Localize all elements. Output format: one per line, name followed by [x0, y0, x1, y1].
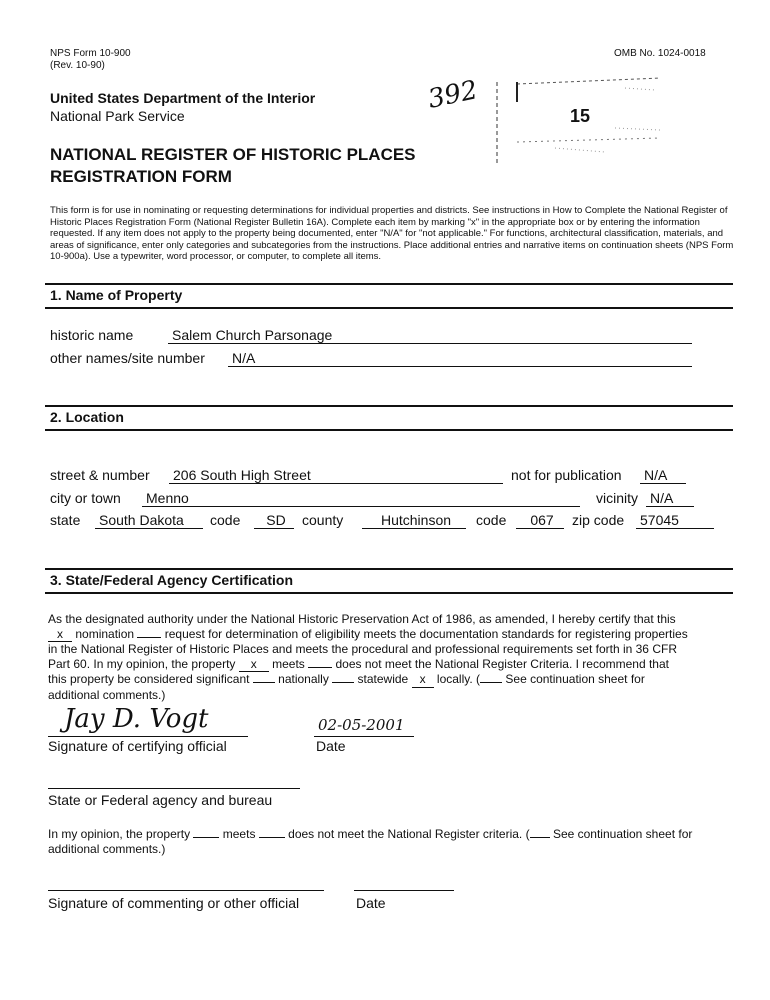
- not-for-publication-label: not for publication: [511, 467, 622, 483]
- vicinity-field[interactable]: N/A: [646, 490, 694, 507]
- zip-field[interactable]: 57045: [636, 512, 714, 529]
- state-code-field[interactable]: SD: [254, 512, 294, 529]
- commenting-label: Signature of commenting or other official: [48, 895, 300, 911]
- continuation-label: See continuation sheet for: [505, 672, 645, 686]
- bureau-label: State or Federal agency and bureau: [48, 792, 273, 808]
- county-label: county: [302, 512, 344, 528]
- opinion-meets-mark[interactable]: [193, 837, 219, 838]
- locally-mark[interactable]: x: [412, 672, 434, 688]
- form-title-line1: NATIONAL REGISTER OF HISTORIC PLACES: [50, 145, 416, 164]
- date-label: Date: [316, 738, 346, 754]
- zip-label: zip code: [572, 512, 625, 528]
- opinion-continuation-mark[interactable]: [530, 837, 550, 838]
- nationally-label: nationally: [278, 672, 329, 686]
- receipt-stamp: [495, 68, 665, 176]
- commenting-date-line: [354, 890, 454, 891]
- cert-line-4-text: Part 60. In my opinion, the property: [48, 656, 236, 671]
- signature-label: Signature of certifying official: [48, 738, 227, 754]
- state-code-label: code: [210, 512, 241, 528]
- cert-line-2: [48, 627, 738, 643]
- cert-line-5-text: this property be considered significant: [48, 672, 250, 686]
- nomination-label: nomination: [75, 626, 135, 641]
- cert-line-5: [48, 672, 738, 688]
- opinion-line-2: additional comments.): [48, 841, 166, 856]
- handwritten-number: 392: [425, 75, 481, 115]
- cert-line-4: [48, 657, 738, 673]
- continuation-mark[interactable]: [480, 682, 502, 683]
- cert-line-3: in the National Register of Historic Places and meets the procedural and professional requirements set forth in 36 CFR: [48, 642, 677, 656]
- request-mark[interactable]: [137, 637, 161, 638]
- commenting-line: [48, 890, 324, 891]
- department-name: United States Department of the Interior: [50, 90, 316, 106]
- nomination-mark[interactable]: x: [48, 627, 72, 643]
- opinion-not-meet-mark[interactable]: [259, 837, 285, 838]
- state-field[interactable]: South Dakota: [95, 512, 203, 529]
- form-title-line2: REGISTRATION FORM: [50, 167, 232, 186]
- statewide-label: statewide: [357, 672, 409, 686]
- form-number: NPS Form 10-900: [50, 48, 131, 59]
- county-code-field[interactable]: 067: [516, 512, 564, 529]
- meets-mark[interactable]: x: [239, 657, 269, 673]
- form-revision: (Rev. 10-90): [50, 60, 105, 71]
- opinion-meets-label: meets: [222, 827, 256, 841]
- signature-line: [48, 736, 248, 737]
- not-meet-mark[interactable]: [308, 667, 332, 668]
- cert-line-1: As the designated authority under the National Historic Preservation Act of 1986, as amended, I hereby certify that this: [48, 612, 676, 626]
- section1-title: 1. Name of Property: [50, 287, 183, 303]
- historic-name-label: historic name: [50, 327, 134, 343]
- county-field[interactable]: Hutchinson: [362, 512, 466, 529]
- handwritten-signature: Jay D. Vogt: [64, 704, 209, 734]
- nationally-mark[interactable]: [253, 682, 275, 683]
- meets-label: meets: [272, 656, 305, 671]
- state-label: state: [50, 512, 81, 528]
- vicinity-label: vicinity: [596, 490, 639, 506]
- locally-label: locally. (: [436, 672, 481, 686]
- opinion-paragraph: [48, 827, 738, 856]
- date-line: [314, 736, 414, 737]
- certification-paragraph: [48, 612, 738, 702]
- city-field[interactable]: Menno: [142, 490, 580, 507]
- agency-name: National Park Service: [50, 108, 185, 124]
- omb-number: OMB No. 1024-0018: [614, 48, 706, 59]
- handwritten-date: 02-05-2001: [318, 716, 405, 734]
- opinion-continuation-label: See continuation sheet for: [552, 827, 693, 841]
- statewide-mark[interactable]: [332, 682, 354, 683]
- commenting-date-label: Date: [356, 895, 386, 911]
- other-names-field[interactable]: N/A: [228, 350, 692, 367]
- opinion-line-1: [48, 827, 738, 842]
- opinion-text: In my opinion, the property: [48, 827, 191, 841]
- county-code-label: code: [476, 512, 507, 528]
- not-meet-label: does not meet the National Register Criteria. I recommend that: [335, 656, 669, 671]
- opinion-not-meet-label: does not meet the National Register criteria. (: [288, 827, 530, 841]
- city-label: city or town: [50, 490, 121, 506]
- cert-line-6: additional comments.): [48, 687, 166, 702]
- historic-name-field[interactable]: Salem Church Parsonage: [168, 327, 692, 344]
- bureau-line: [48, 788, 300, 789]
- stamp-number: 15: [570, 106, 591, 126]
- section3-title: 3. State/Federal Agency Certification: [50, 572, 293, 588]
- not-for-publication-field[interactable]: N/A: [640, 467, 686, 484]
- section2-bars: [45, 405, 733, 431]
- street-label: street & number: [50, 467, 150, 483]
- request-label: request for determination of eligibility meets the documentation standards for registering properties: [164, 626, 688, 641]
- section2-title: 2. Location: [50, 409, 124, 425]
- intro-instructions: This form is for use in nominating or requesting determinations for individual properties and districts. See instructions in How to Complete the National Register of Historic Places Registration Form (National Register Bulletin 16A). Complete each item by marking "x" in the appropriate box or by entering the information requested. If any item does not apply to the property being documented, enter "N/A" for "not applicable." For functions, architectural classification, materials, and areas of significance, enter only categories and subcategories from the instructions. Place additional entries and narrative items on continuation sheets (NPS Form 10-900a). Use a typewriter, word processor, or computer, to complete all items.: [50, 205, 734, 262]
- other-names-label: other names/site number: [50, 350, 205, 366]
- street-field[interactable]: 206 South High Street: [169, 467, 503, 484]
